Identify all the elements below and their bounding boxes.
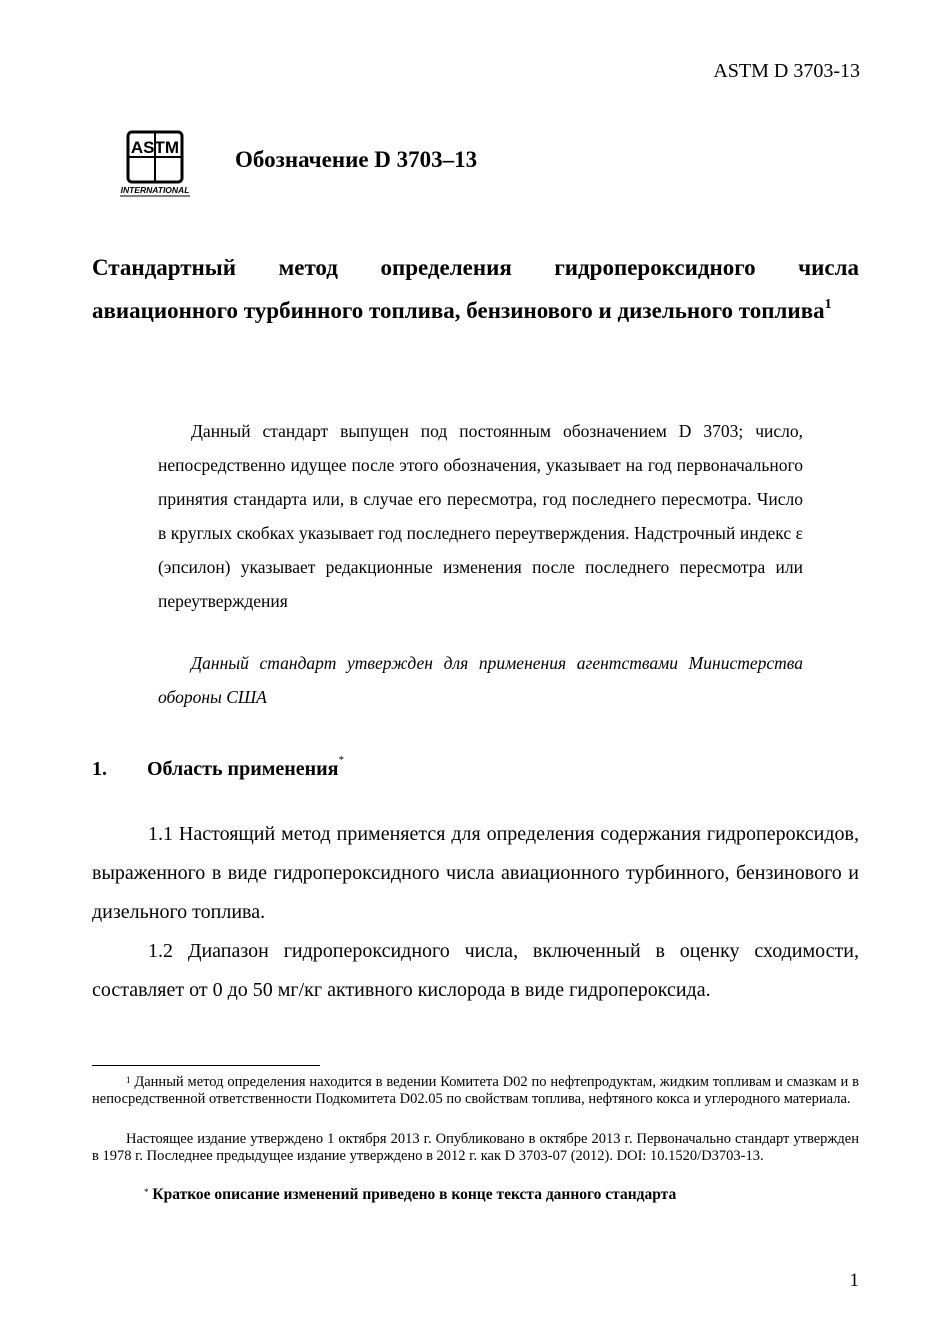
logo-subtext: INTERNATIONAL: [120, 185, 190, 195]
paragraph-1-2: 1.2 Диапазон гидропероксидного числа, включенный в оценку сходимости, составляет от 0 до 50 мг/кг активного кислорода в виде гидропероксида.: [92, 940, 859, 1001]
footnote-changes-mark: *: [144, 1187, 149, 1197]
section-title: [147, 754, 344, 781]
paragraph-1-1: 1.1 Настоящий метод применяется для определения содержания гидропероксидов, выраженного в виде гидропероксидного числа авиационного турбинного, бензинового и дизельного топлива.: [92, 823, 859, 923]
title-footnote-mark: 1: [824, 297, 832, 312]
astm-logo-icon: [112, 128, 198, 200]
footnote-changes: [92, 1186, 859, 1203]
page-number: 1: [849, 1270, 859, 1291]
section-change-mark: *: [338, 754, 344, 767]
footnote-changes-text: Краткое описание изменений приведено в конце текста данного стандарта: [152, 1186, 677, 1203]
document-title: [92, 246, 859, 332]
footnote-1-mark: 1: [126, 1075, 131, 1085]
footnote-1-text: Данный метод определения находится в ведении Комитета D02 по нефтепродуктам, жидким топливам и смазкам и в непосредственной ответственности Подкомитета D02.05 по свойствам топлива, нефтяного кокса и углеродного материала.: [92, 1074, 859, 1107]
footnote-edition: Настоящее издание утверждено 1 октября 2013 г. Опубликовано в октябре 2013 г. Первоначально стандарт утвержден в 1978 г. Последнее предыдущее издание утверждено в 2012 г. как D 3703-07 (2012). DOI: 10.1520/D3703-13.: [92, 1131, 859, 1164]
footnote-1: [92, 1074, 859, 1108]
designation-title: Обозначение D 3703–13: [235, 147, 478, 172]
footnote-divider: [92, 1065, 320, 1066]
section-number: 1.: [92, 758, 107, 780]
title-text: Стандартный метод определения гидропероксидного числа авиационного турбинного топлива, бензинового и дизельного топлива: [92, 255, 859, 323]
logo-text: ASTM: [130, 138, 180, 157]
astm-logo: [112, 128, 198, 200]
document-code-header: ASTM D 3703-13: [713, 60, 860, 82]
section-title-text: Область применения: [147, 758, 339, 780]
dod-approval-note: Данный стандарт утвержден для применения агентствами Министерства обороны США: [158, 653, 803, 707]
issuance-note: Данный стандарт выпущен под постоянным обозначением D 3703; число, непосредственно идущее после этого обозначения, указывает на год первоначального принятия стандарта или, в случае его пересмотра, год последнего пересмотра. Число в круглых скобках указывает год последнего переутверждения. Надстрочный индекс ε (эпсилон) указывает редакционные изменения после последнего пересмотра или переутверждения: [158, 421, 803, 611]
